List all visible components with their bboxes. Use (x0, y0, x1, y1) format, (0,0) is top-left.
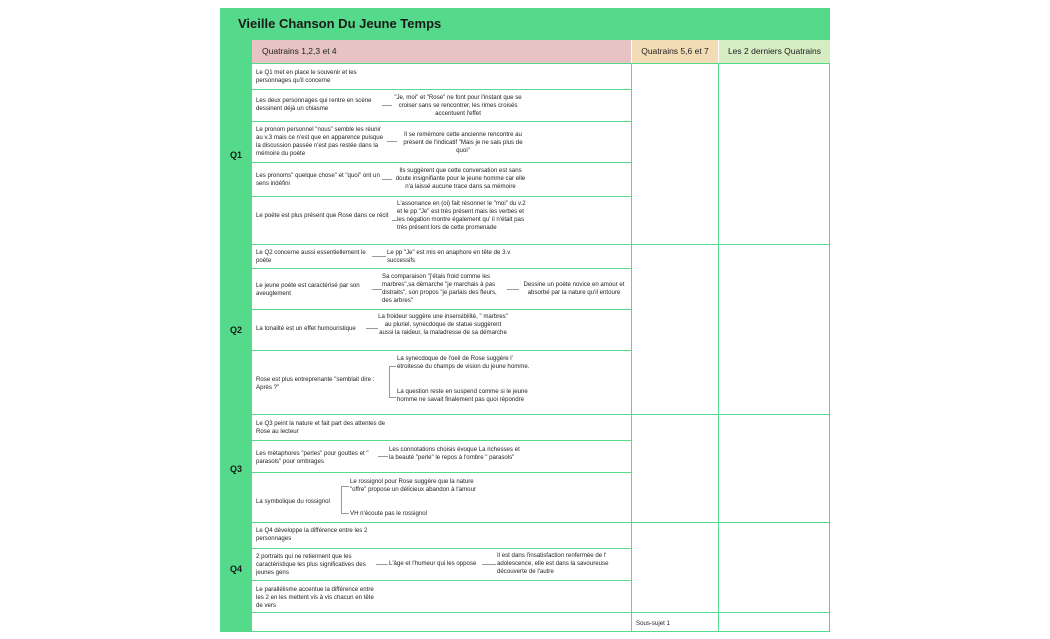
column-header-quatrains-5-7[interactable]: Quatrains 5,6 et 7 (632, 40, 718, 63)
row-divider (252, 472, 631, 473)
node-q4-2[interactable]: 2 portraits qui ne retiennent que les caractéristique les plus significatives des jeunes gens (256, 553, 366, 576)
grid-line (718, 63, 719, 632)
node-q1-2-child[interactable]: "Je, moi" et "Rose" ne font pour l'instant que se croiser sans se rencontrer, les rimes croisés accentuent l'effet (394, 94, 522, 117)
connector (372, 289, 382, 290)
node-q2-4-child-2[interactable]: La question reste en suspend comme si le jeune homme ne savait finalement pas quoi répondre (397, 388, 528, 403)
grid-line (252, 244, 830, 245)
node-q2-1[interactable]: Le Q2 concerne aussi essentiellement le poète (256, 249, 366, 264)
node-q1-3[interactable]: Le pronom personnel "nous" semble les réunir au v.3 mais ce n'est que en apparence puisque la discussion passée n'est pas restée dans la mémoire du poète (256, 126, 384, 157)
node-q4-2-child[interactable]: L'âge et l'humeur qui les oppose (389, 560, 477, 567)
corner-cell (220, 40, 252, 63)
connector (366, 328, 378, 329)
row-divider (252, 196, 631, 197)
node-q2-4-child-1[interactable]: La synecdoque de l'oeil de Rose suggère l' étroitesse du champs de vision du jeune homme. (397, 355, 530, 370)
row-divider (252, 580, 631, 581)
node-q3-2[interactable]: Les métaphores "perles" pour gouttes et " parasols" pour ombrages (256, 450, 369, 465)
row-divider (252, 89, 631, 90)
grid-line (252, 612, 830, 613)
node-q1-4[interactable]: Les pronoms" quelque chose" et "quoi" ont un sens indéfini (256, 172, 380, 187)
connector (389, 366, 396, 367)
node-q2-3-child[interactable]: La froideur suggère une insensibilité, " marbres" au pluriel, synecdoque de statue suggèrent aussi la raideur, la maladresse de sa démarche (378, 313, 508, 336)
row-divider (252, 121, 631, 122)
connector (507, 289, 519, 290)
connector (382, 179, 392, 180)
node-q2-2[interactable]: Le jeune poète est caractérisé par son aveuglement (256, 282, 360, 297)
node-q2-2-grandchild[interactable]: Dessine un poète novice en amour et absorbé par la nature qu'il entoure (523, 281, 625, 296)
node-q1-2[interactable]: Les deux personnages qui rentre en scène dessinent déjà un chiasme (256, 97, 372, 112)
node-q3-3-child-1[interactable]: Le rossignol pour Rose suggère que la nature "offre" propose un délicieux abandon à l'amour (350, 478, 476, 493)
grid-line (220, 631, 830, 632)
node-q1-5-child[interactable]: L'assonance en (oi) fait résonner le "moi" du v.2 et le pp "Je" est très présent mais les verbes et les négation montre également qu' il n'était pas très présent lors de cette promenade (397, 200, 526, 231)
node-q3-1[interactable]: Le Q3 peint la nature et fait part des attentes de Rose au lecteur (256, 420, 386, 435)
node-q2-2-child[interactable]: Sa comparaison "j'étais froid comme les marbres",sa démarche "je marchais à pas distraits", son propos "je parlais des fleurs, des arbres" (382, 273, 497, 304)
node-q1-5[interactable]: Le poète est plus présent que Rose dans ce récit (256, 212, 389, 219)
connector (389, 366, 390, 398)
connector (387, 141, 397, 142)
row-divider (252, 440, 631, 441)
row-label-q4[interactable]: Q4 (229, 564, 242, 574)
connector (376, 564, 388, 565)
row-divider (252, 350, 631, 351)
connector (341, 486, 342, 514)
node-q2-1-child[interactable]: Le pp "Je" est mis en anaphore en tête de 3.v successifs (387, 249, 511, 264)
node-q1-4-child[interactable]: Ils suggèrent que cette conversation est sans doute insignifiante pour le jeune homme car elle n'a laissé aucune trace dans sa mémoire (395, 167, 526, 190)
node-q3-3[interactable]: La symbolique du rossignol (256, 498, 330, 505)
connector (341, 513, 349, 514)
node-q2-4[interactable]: Rose est plus entreprenante "semblait dire : Après ?" (256, 376, 375, 391)
row-divider (252, 548, 631, 549)
grid-line (631, 63, 632, 632)
grid-line (252, 414, 830, 415)
connector (372, 256, 386, 257)
connector (341, 486, 349, 487)
node-q2-3[interactable]: La tonalité est un effet humouristique (256, 325, 356, 332)
column-header-last-quatrains[interactable]: Les 2 derniers Quatrains (719, 40, 830, 63)
row-label-column (220, 63, 252, 632)
connector (482, 564, 496, 565)
grid-line (829, 63, 830, 632)
connector (378, 456, 388, 457)
row-divider (252, 309, 631, 310)
column-header-quatrains-1-4[interactable]: Quatrains 1,2,3 et 4 (252, 40, 631, 63)
sub-topic-label[interactable]: Sous-sujet 1 (636, 620, 670, 627)
node-q4-2-grandchild[interactable]: Il est dans l'insatisfaction renfermée de l' adolescence, elle est dans la savoureuse découverte de l'autre (497, 552, 609, 575)
row-label-q2[interactable]: Q2 (229, 325, 242, 335)
grid-line (252, 522, 830, 523)
node-q1-3-child[interactable]: Il se remémore cette ancienne rencontre au présent de l'indicatif "Mais je ne sais plus de quoi" (403, 131, 523, 154)
node-q3-2-child[interactable]: Les connotations choisis évoque La richesses et la beauté "perle" le repos à l'ombre " parasols" (389, 446, 520, 461)
node-q4-1[interactable]: Le Q4 développe la différence entre les 2 personnages (256, 527, 368, 542)
row-label-q1[interactable]: Q1 (229, 150, 242, 160)
grid-line (252, 63, 830, 64)
row-divider (252, 268, 631, 269)
node-q1-1[interactable]: Le Q1 met en place le souvenir et les personnages qu'il concerne (256, 69, 357, 84)
row-label-q3[interactable]: Q3 (229, 464, 242, 474)
connector (382, 105, 392, 106)
page-title: Vieille Chanson Du Jeune Temps (238, 16, 442, 31)
row-divider (252, 162, 631, 163)
node-q3-3-child-2[interactable]: VH n'écoute pas le rossignol (350, 510, 428, 517)
connector (389, 397, 396, 398)
node-q4-3[interactable]: Le parallélisme accentue la différence entre les 2 en les mettent vis à vis chacun en tête de vers (256, 586, 374, 609)
